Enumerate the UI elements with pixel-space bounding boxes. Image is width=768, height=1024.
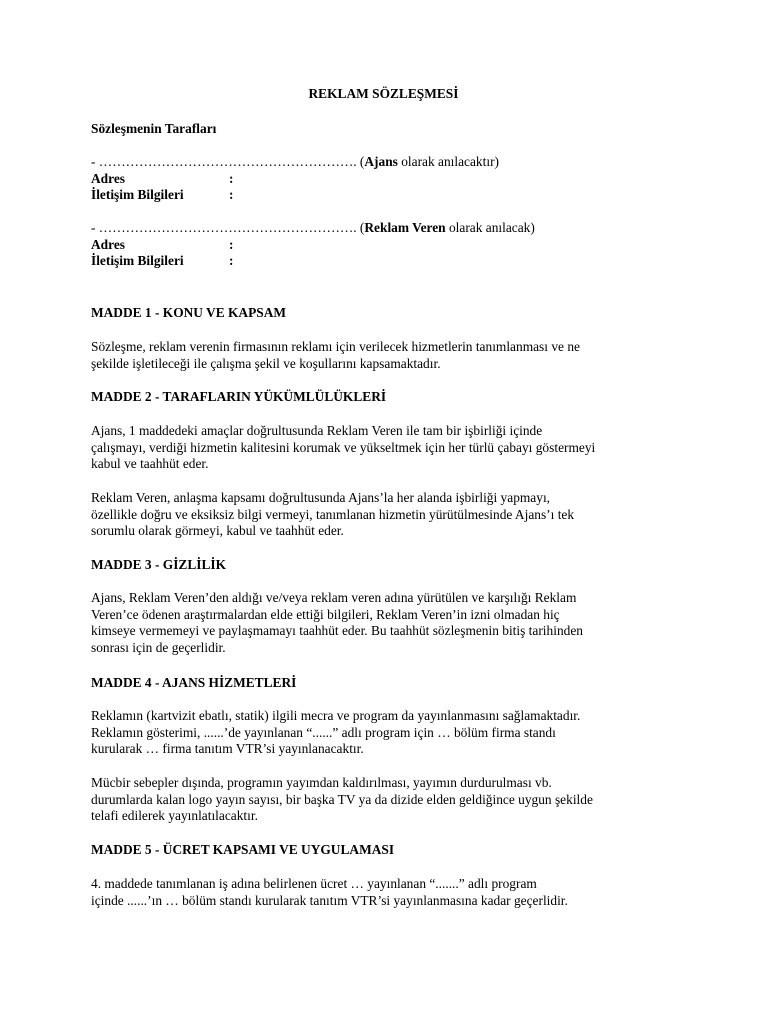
madde1-paragraph: Sözleşme, reklam verenin firmasının reklamı için verilecek hizmetlerin tanımlanması ve ne şekilde işletileceği ile çalışma şekil ve koşullarını kapsamaktadır. [91,339,580,371]
party2-address-label: Adres [91,236,125,252]
madde4-paragraph-1: Reklamın (kartvizit ebatlı, statik) ilgili mecra ve program da yayınlanmasını sağlamaktadır. Reklamın gösterimi, ......’de yayınlanan “......” adlı program için … bölüm firma standı kurularak … firma tanıtım VTR’si yayınlanacaktır. [91,708,581,756]
madde2-paragraph-2: Reklam Veren, anlaşma kapsamı doğrultusunda Ajans’la her alanda işbirliği yapmayı, özellikle doğru ve eksiksiz bilgi vermeyi, tanımlanan hizmetin yürütülmesinde Ajans’ı tek sorumlu olarak görmeyi, kabul ve taahhüt eder. [91,490,575,538]
party1-address-row: Adres : [91,170,234,186]
madde4-heading: MADDE 4 - AJANS HİZMETLERİ [91,675,297,690]
party1-role: Ajans [364,154,398,169]
madde3-heading: MADDE 3 - GİZLİLİK [91,557,227,572]
party2-role: Reklam Veren [364,220,446,235]
party1-line: - …………………………………………………. (Ajans olarak anılacaktır) [91,154,499,169]
document-title: REKLAM SÖZLEŞMESİ [308,86,459,101]
party2-contact-row: İletişim Bilgileri : [91,253,234,268]
madde5-paragraph: 4. maddede tanımlanan iş adına belirlenen ücret … yayınlanan “.......” adlı program içinde ......’ın … bölüm standı kurularak tanıtım VTR’si yayınlanmasına kadar geçerlidir. [91,876,568,908]
party1-contact-row: İletişim Bilgileri : [91,187,234,202]
madde4-paragraph-2: Mücbir sebepler dışında, programın yayımdan kaldırılması, yayımın durdurulması vb. durumlarda kalan logo yayın sayısı, bir başka TV ya da dizide elden geldiğince uygun şekilde telafi edilerek yayınlatılacaktır. [91,775,593,823]
party2-address-row: Adres : [91,236,234,252]
party2-line: - …………………………………………………. (Reklam Veren olarak anılacak) [91,220,535,235]
party2-contact-label: İletişim Bilgileri [91,253,184,268]
party1-contact-label: İletişim Bilgileri [91,187,184,202]
party2-block [91,220,691,270]
madde3-paragraph: Ajans, Reklam Veren’den aldığı ve/veya reklam veren adına yürütülen ve karşılığı Reklam Veren’ce ödenen araştırmalardan elde ettiği bilgileri, Reklam Veren’in izni olmadan hiç kimseye vermemeyi ve paylaşmamayı taahhüt eder. Bu taahhüt sözleşmenin bitiş tarihinden sonrası için de geçerlidir. [91,590,583,655]
party1-address-label: Adres [91,170,125,186]
madde2-paragraph-1: Ajans, 1 maddedeki amaçlar doğrultusunda Reklam Veren ile tam bir işbirliği içinde çalışmayı, verdiği hizmetin kalitesini korumak ve yükseltmek için her türlü çabayı göstermeyi kabul ve taahhüt eder. [91,423,596,471]
madde1-heading: MADDE 1 - KONU VE KAPSAM [91,305,287,320]
madde5-heading: MADDE 5 - ÜCRET KAPSAMI VE UYGULAMASI [91,842,395,857]
party1-block [91,154,691,204]
madde2-heading: MADDE 2 - TARAFLARIN YÜKÜMLÜLÜKLERİ [91,389,387,404]
parties-heading: Sözleşmenin Tarafları [91,121,217,136]
